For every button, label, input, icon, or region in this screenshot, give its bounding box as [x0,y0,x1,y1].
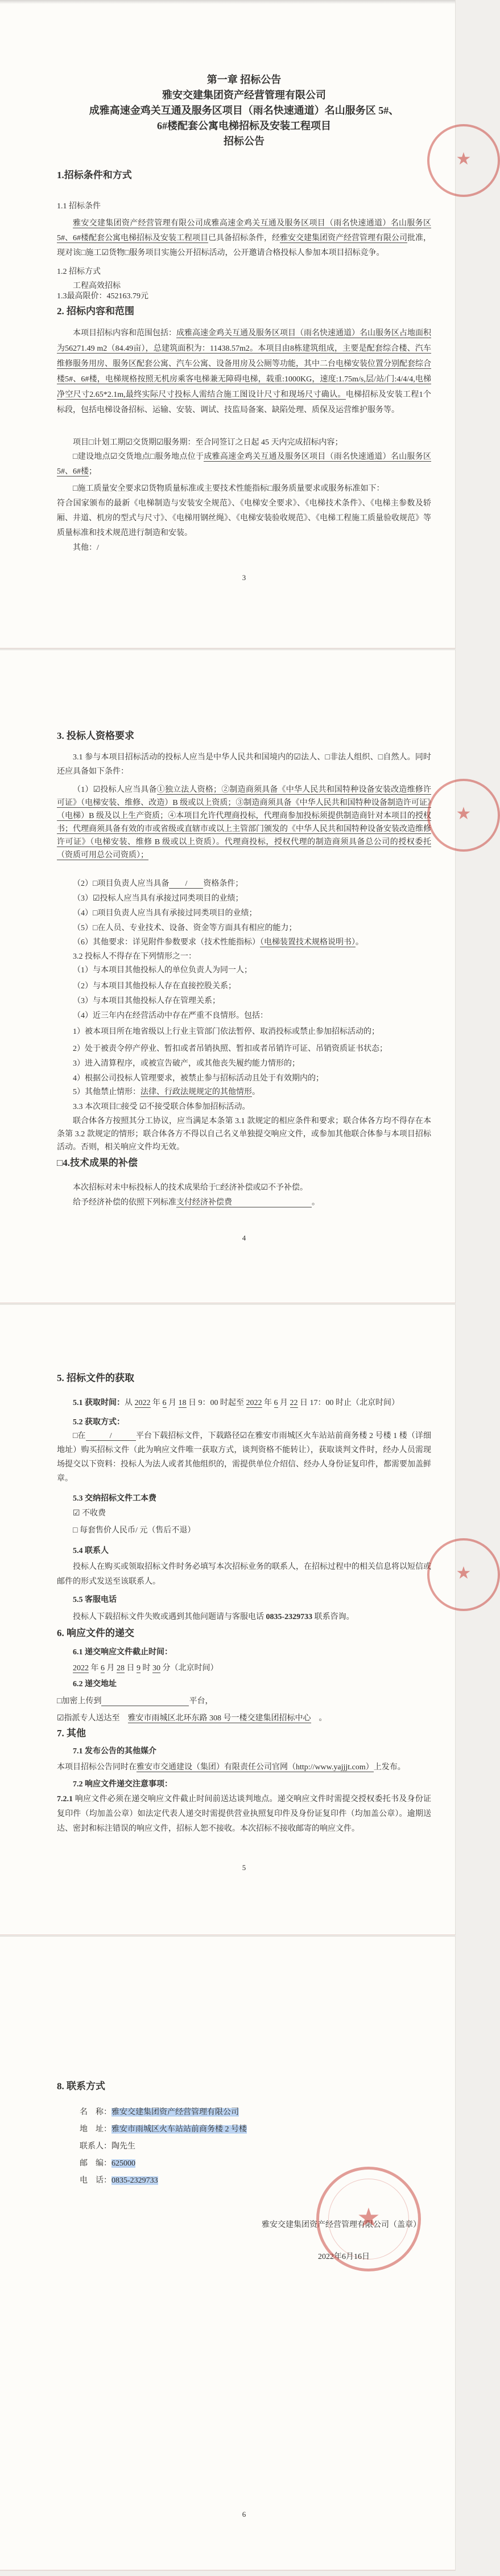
clause-5-4-paragraph-text: 投标人在购买或领取招标文件时务必填写本次招标业务的联系人，在招标过程中的相关信息将以短信或邮件的形式发送至该联系人。 [57,1563,431,1586]
official-seal-partial-page2-icon [427,779,500,852]
clause-3-1-item2-text: / [169,880,204,888]
clause-5-4-heading [57,1544,431,1559]
seal-star-icon: ★ [456,150,472,169]
clause-5-5-paragraph [57,1610,431,1625]
seal-star-icon: ★ [456,1564,472,1583]
clause-7-1-paragraph-text: 雅安市交通建设（集团）有限责任公司官网（http://www.yajjjt.com） [137,1763,374,1772]
clause-5-2-paragraph-text: / [85,1432,136,1440]
clause-2-location [57,450,431,479]
clause-5-1-text: 18 [178,1399,187,1407]
clause-5-3-price [57,1523,431,1538]
announcement-date-text: 2022年6月16日 [318,2253,370,2261]
clause-3-2-item1 [57,963,431,978]
clause-3-2-sub3-text: 3）进入清算程序，或被宣告破产，或其他丧失履约能力情形的； [73,1059,300,1068]
clause-6-2-heading-text: 6.2 递交地址 [73,1680,117,1688]
clause-3-2-sub5-text: 5）其他禁止情形： [73,1088,141,1096]
seal-star-icon: ★ [357,2203,381,2233]
clause-5-3-nofee [57,1506,431,1521]
clause-5-1-text: 5.1 获取时间： [73,1399,125,1407]
clause-3-2-sub5-text: 法律、行政法规规定的其他情形 [141,1088,252,1096]
clause-3-3-paragraph-text: 联合体各方按照其分工协议，应当满足本条第 3.1 款规定的相应条件和要求；联合体各方均不得存在本条第 3.2 款规定的情形；联合体各方不得以自己名义单独提交响应文件，或参加其他联合体参与本项目招标活动。否则，相关响应文件均无效。 [57,1117,431,1152]
clause-6-1-deadline-text: 30 [152,1664,160,1673]
clause-3-1-item2-text: （2）□项目负责人应当具备 [73,880,170,888]
clause-3-2-sub2 [57,1042,431,1057]
clause-5-5-heading-text: 5.5 客服电话 [73,1596,117,1604]
section-6-heading [57,1626,431,1641]
clause-3-2-text: 3.2 投标人不得存在下列情形之一： [73,952,196,961]
tenderer-name-title-text: 雅安交建集团资产经营管理有限公司 [162,89,326,101]
contact-phone-row-text: 电 话： [80,2176,111,2185]
seal-company-line-text: 雅安交建集团资产经营管理有限公司（盖章） [262,2221,421,2229]
clause-5-5-paragraph-text: 0835-2329733 [266,1613,313,1621]
clause-3-2 [57,950,431,964]
section-6-heading-text: 6. 响应文件的递交 [57,1628,134,1638]
page-2-number [57,1231,431,1246]
clause-3-1 [57,750,431,779]
clause-7-1-paragraph-text: 本项目招标公告同时在 [57,1763,137,1772]
clause-3-3-text: 3.3 本次项目□接受 ☑不接受联合体参加招标活动。 [73,1103,250,1111]
clause-2-location-text: □建设地点☑交货地点□服务地点位于 [73,453,204,461]
clause-5-3-nofee-text: ☑ 不收费 [73,1509,106,1518]
section-2-heading [57,304,431,319]
clause-3-2-item4-text: （4）近三年内在经营活动中存在严重不良情形。包括： [73,1012,268,1020]
seal-star-icon: ★ [456,804,472,824]
clause-2-quality-standards-text: 符合国家颁布的最新《电梯制造与安装安全规范》、《电梯安全要求》、《电梯技术条件》、《电梯主参数及轿厢、井道、机房的型式与尺寸》、《电梯用钢丝绳》、《电梯安装验收规范》、《电梯工程施工质量验收规范》等质量标准和技术规范进行制造和安装。 [57,499,431,537]
clause-5-5-heading [57,1593,431,1608]
clause-6-1-deadline-text: 分（北京时间） [160,1664,218,1673]
clause-6-2-upload-text [101,1697,189,1706]
clause-5-1-text: 日 9：00 时起至 [186,1399,246,1407]
clause-2-scope-paragraph-text: 成雅高速金鸡关互通及服务区项目（雨名快速通道）名山服务区占地面积为56271.49 m2（84.49亩），总建筑面积为：11438.57m2。本项目由8栋建筑组成，主要是配套综合楼、汽车维修服务用房、服务区配套公寓、汽车公寓、设备用房及公厕等功能，其中二台电梯安装位置分别配套综合楼5#、6#楼，电梯规格按照无机房乘客电梯兼无障碍电梯，载重:1000KG，速度:1.75m/s,层/站/门:4/4/4,电梯净空尺寸2.65*2.1m,最终实际尺寸投标人需结合施工图设计尺寸和现场尺寸确认。 [57,329,431,399]
section-5-heading-text: 5. 招标文件的获取 [57,1373,134,1383]
clause-3-1-item6-text: （电梯装置技术规格说明书） [260,938,356,947]
clause-3-2-sub5-text: 。 [252,1088,260,1096]
clause-3-1-item4-text: （4）□项目负责人应当具有承接过同类项目的业绩； [73,909,257,918]
clause-3-3 [57,1100,431,1115]
clause-3-2-sub1 [57,1025,431,1040]
contact-postcode-row-text: 邮 编： [80,2159,111,2168]
clause-5-4-paragraph [57,1560,431,1589]
clause-3-2-sub4 [57,1071,431,1086]
contact-name-row-text: 雅安交建集团资产经营管理有限公司 [111,2108,239,2117]
clause-5-3-price-text: □ 每套售价人民币/ 元（售后不退） [73,1526,196,1535]
clause-3-1-item3-text: （3）☑投标人应当具有承接过同类项目的业绩； [73,894,243,903]
clause-4-standard [57,1195,431,1210]
chapter-title-text: 第一章 招标公告 [206,74,282,85]
clause-2-other-text: 其他：/ [73,544,99,552]
section-1-heading [57,168,431,183]
clause-5-5-paragraph-text: 联系咨询。 [312,1613,354,1621]
clause-4-compensation [57,1181,431,1195]
clause-6-1-deadline-text: 月 [105,1664,117,1673]
clause-5-1-text: 从 [125,1399,135,1407]
clause-5-2-heading-text: 5.2 获取方式： [73,1418,125,1427]
clause-3-1-item6-text: （6）其他要求：详见附件参数要求（技术性能指标） [73,938,260,947]
clause-2-location-text: 成雅高速金鸡关互通及服务区项目（雨名快速通道）名山服务区 5#、6#楼 [57,453,432,476]
clause-5-1-text: 年 [262,1399,274,1407]
section-4-heading [57,1156,431,1170]
clause-5-1-text: 日 17：00 时止（北京时间） [297,1399,399,1407]
clause-7-1-paragraph [57,1760,431,1775]
clause-3-2-item2-text: （2）与本项目其他投标人存在直接控股关系； [73,982,236,991]
clause-6-1-deadline [57,1661,431,1676]
clause-5-1-text: 6 [162,1399,167,1407]
clause-2-scope-paragraph [57,326,431,418]
page-1-number [57,570,431,585]
clause-1-2-value-text: 工程高效招标 [73,282,121,290]
clause-3-2-item2 [57,979,431,994]
clause-3-2-sub4-text: 4）根据公司投标人管理要求，被禁止参与招标活动且处于有效期内的； [73,1074,324,1083]
clause-6-1-deadline-text: 年 [89,1664,101,1673]
clause-2-quality-label-text: □施工质量安全要求☑货物质量标准或主要技术性能指标□服务质量要求或服务标准如下： [73,484,385,493]
clause-6-2-upload [57,1694,431,1709]
clause-5-3-heading-text: 5.3 交纳招标文件工本费 [73,1494,156,1503]
clause-3-2-item3-text: （3）与本项目其他投标人存在管理关系； [73,997,220,1005]
project-name-line2 [57,119,431,133]
contact-address-row-text: 雅安市雨城区火车站站前商务楼 2 号楼 [111,2125,247,2134]
contact-person-row-text: 联系人： [80,2142,111,2151]
clause-3-1-item5-text: （5）□在人员、专业技术、设备、资金等方面具有相应的能力； [73,924,297,932]
clause-7-2-heading [57,1777,431,1792]
clause-3-2-sub5 [57,1085,431,1100]
clause-5-2-heading [57,1415,431,1430]
section-3-heading [57,729,431,743]
clause-3-2-item1-text: （1）与本项目其他投标人的单位负责人为同一人； [73,966,252,975]
clause-4-standard-text: 支付经济补偿费 [176,1198,312,1207]
clause-1-1-paragraph [57,216,431,261]
section-7-heading-text: 7. 其他 [57,1728,86,1739]
clause-2-duration [57,436,431,450]
clause-3-1-item1-text: （1）☑投标人应当具备 [73,786,157,794]
clause-1-1-heading-text: 1.1 招标条件 [57,202,101,211]
contact-phone-row-text: 0835-2329733 [111,2176,158,2185]
section-3-heading-text: 3. 投标人资格要求 [57,730,134,741]
clause-6-2-upload-text: □加密上传到 [57,1697,102,1706]
project-name-line2-text: 6#楼配套公寓电梯招标及安装工程项目 [157,120,331,132]
page-3-number [57,1860,431,1875]
page-4-number-text: 6 [242,2510,246,2519]
clause-3-1-item6 [57,935,431,950]
clause-7-1-heading-text: 7.1 发布公告的其他媒介 [73,1747,156,1756]
clause-6-1-deadline-text: 2022 [73,1664,89,1673]
clause-3-1-item4 [57,906,431,921]
page-2-number-text: 4 [242,1234,246,1242]
clause-5-1-text: 2022 [246,1399,262,1407]
contact-address-row [80,2122,431,2137]
clause-7-1-paragraph-text: 上发布。 [373,1763,406,1772]
contact-name-row-text: 名 称： [80,2108,111,2117]
clause-3-1-item6-text: 。 [356,938,363,947]
official-seal-main-icon [316,2167,421,2271]
clause-3-1-item2 [57,877,431,891]
clause-4-compensation-text: 本次招标对未中标投标人的技术成果给于□经济补偿或☑不予补偿。 [73,1184,308,1192]
announcement-date [57,2250,370,2265]
clause-1-1-paragraph-text: 已具备招标条件，经 [208,234,280,243]
contact-address-row-text: 地 址： [80,2125,111,2134]
official-seal-partial-page3-icon [427,1538,500,1611]
clause-4-standard-text: 。 [312,1198,320,1207]
clause-7-2-1-paragraph [57,1792,431,1837]
clause-5-1-text: 月 [278,1399,290,1407]
section-5-heading [57,1371,431,1386]
chapter-title [57,73,431,87]
contact-postcode-row-text: 625000 [111,2159,135,2168]
clause-5-4-heading-text: 5.4 联系人 [73,1547,109,1555]
clause-5-1-text: 月 [166,1399,179,1407]
clause-3-1-item1 [57,783,431,862]
clause-1-3-price-limit-text: 1.3最高限价：452163.79元 [57,292,148,301]
clause-3-1-item5 [57,921,431,936]
contact-person-row-text: 陶先生 [111,2142,135,2151]
clause-6-1-heading [57,1645,431,1660]
clause-5-2-paragraph-text: □在 [73,1432,86,1440]
clause-1-2-heading-text: 1.2 招标方式 [57,268,101,276]
contact-name-row [80,2105,431,2120]
clause-1-3-price-limit [57,289,431,304]
clause-3-2-sub2-text: 2）处于被责令停产停业、暂扣或者吊销执照、暂扣或者吊销许可证、吊销资质证书状态； [73,1045,387,1053]
clause-5-1-text: 2022 [134,1399,151,1407]
page-1-number-text: 3 [242,573,246,582]
clause-5-5-paragraph-text: 投标人下载招标文件失败或遇到其他问题请与客服电话 [73,1613,266,1621]
clause-2-quality-label [57,482,431,496]
clause-5-2-paragraph-text: 平台下载招标文件，下载路径☑在雅安市雨城区火车站站前商务楼 2 号楼 1 楼（详细地址）购买招标文件（此为响应文件唯一获取方式，谈判资格不能转让），获取谈判文件时，经办人员需现场提交以下资料：投标人为法人或者其他组织的，需提供单位介绍信、经办人身份证复印件，都需要加盖鲜章。 [57,1432,431,1483]
clause-1-1-paragraph-text: 批准，现对该□施工☑货物□服务项目实施公开招标活动，公开邀请合格投标人参加本项目招标竞争。 [57,234,431,257]
page-3-number-text: 5 [242,1863,246,1872]
clause-6-2-deliver-text: ☑指派专人送达至 [57,1714,128,1723]
clause-2-scope-paragraph-text: 电梯招标及安装工程1个标段，包括电梯设备招标、运输、安装、调试、技监局备案、缺陷处理、质保及运营维护服务等。 [57,391,432,414]
section-8-heading [57,2079,431,2094]
project-name-line1 [57,104,431,117]
clause-7-1-heading [57,1744,431,1759]
clause-6-2-deliver-text: 雅安市雨城区北环东路 308 号一楼交建集团招标中心 [127,1714,311,1723]
section-7-heading [57,1726,431,1741]
clause-5-3-heading [57,1492,431,1506]
clause-1-2-heading [57,265,431,280]
clause-6-2-heading [57,1677,431,1692]
clause-6-2-deliver-text: 。 [311,1714,327,1723]
clause-7-2-1-paragraph-text: 7.2.1 [57,1795,73,1803]
clause-6-2-upload-text: 平台， [189,1697,213,1706]
clause-6-1-deadline-text: 时 [141,1664,152,1673]
clause-3-1-text: 3.1 参与本项目招标活动的投标人应当是中华人民共和国境内的☑法人、□非法人组织、□自然人。同时还应具备如下条件： [57,753,431,776]
clause-5-1-text: 22 [290,1399,298,1407]
clause-3-2-item3 [57,994,431,1009]
clause-3-2-sub3 [57,1057,431,1071]
clause-2-scope-paragraph-text: 本项目招标内容和范围包括： [73,329,176,338]
clause-5-1-text: 6 [274,1399,278,1407]
clause-2-duration-text: 项目□计划工期☑交货期☑服务期：至合同签订之日起 45 天内完成招标内容； [73,438,343,447]
clause-3-1-item1-text: ①独立法人资格；②制造商须具备《中华人民共和国特种设备安装改造维修许可证》（电梯安装、维修、改造）B 级或以上资质；③制造商须具备《中华人民共和国特种设备制造许可证》（电梯）B 级及以上生产资质；④本项目允许代理商投标，代理商参加投标须提供制造商针对本项目的授权书；代理商须具备有效的市或省级或直辖市或以上主管部门颁发的《中华人民共和国特种设备安装改造维修许可证》（电梯安装、维修 B 级或以上资质）。代理商投标，授权代理的制造商须具备总公司的授权委托（资质可用总公司资质）； [57,786,431,860]
clause-6-1-deadline-text: 9 [137,1664,141,1673]
section-8-heading-text: 8. 联系方式 [57,2081,105,2092]
clause-2-other [57,541,431,556]
announcement-title [57,134,431,148]
clause-3-3-paragraph [57,1115,431,1154]
clause-7-2-heading-text: 7.2 响应文件递交注意事项： [73,1780,172,1789]
clause-2-location-text: ； [89,467,97,476]
project-name-line1-text: 成雅高速金鸡关互通及服务区项目（雨名快速通道）名山服务区 5#、 [89,105,399,116]
clause-1-1-paragraph-text: 雅安交建集团资产经营管理有限公司成雅高速金鸡关互通及服务区项目（雨名快速通道）名山服务区5#、6#楼配套公寓电梯招标及安装工程项目 [57,219,431,243]
clause-3-2-item4 [57,1009,431,1024]
tenderer-name-title [57,88,431,102]
clause-6-1-deadline-text: 28 [117,1664,125,1673]
section-1-heading-text: 1.招标条件和方式 [57,170,132,180]
clause-5-2-paragraph [57,1429,431,1486]
clause-6-1-heading-text: 6.1 递交响应文件截止时间： [73,1648,172,1657]
clause-7-2-1-paragraph-text: 响应文件必须在递交响应文件截止时间前送达谈判地点。递交响应文件时需提交授权委托书及身份证复印件（均加盖公章）如法定代表人递交时需提供营业执照复印件及身份证复印件（均加盖公章）。逾期送达、密封和标注错误的响应文件，招标人恕不接收。本次招标不接收邮寄的响应文件。 [57,1795,431,1833]
clause-1-1-heading [57,199,431,214]
clause-4-standard-text: 给予经济补偿的依照下列标准 [73,1198,176,1207]
clause-5-1 [57,1396,431,1411]
clause-3-2-sub1-text: 1）被本项目所在地省级以上行业主管部门依法暂停、取消投标或禁止参加招标活动的； [73,1028,379,1036]
clause-6-1-deadline-text: 日 [125,1664,137,1673]
clause-1-1-paragraph-text: 雅安交建集团资产经营管理有限公司 [280,234,407,243]
clause-3-1-item3 [57,891,431,906]
clause-5-1-text: 年 [150,1399,163,1407]
clause-2-quality-standards [57,496,431,541]
page-4-number [57,2507,431,2522]
clause-3-1-item2-text: 资格条件； [203,880,243,888]
clause-6-1-deadline-text: 6 [101,1664,105,1673]
clause-6-2-deliver [57,1711,431,1726]
contact-person-row [80,2139,431,2154]
section-4-heading-text: □4.技术成果的补偿 [57,1157,138,1168]
announcement-title-text: 招标公告 [224,135,265,147]
section-2-heading-text: 2. 招标内容和范围 [57,306,134,317]
official-seal-partial-page1-icon [427,124,500,197]
